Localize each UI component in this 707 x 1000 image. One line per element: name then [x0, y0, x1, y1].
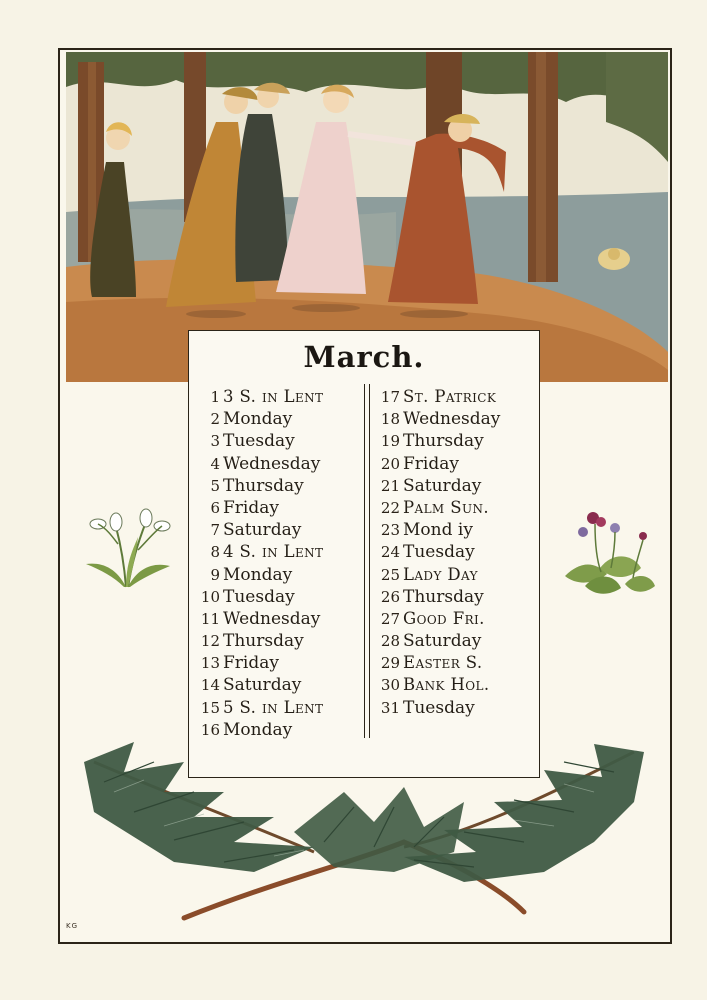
day-number: 31: [380, 698, 400, 717]
day-row-3: [192, 430, 360, 452]
day-row-20: [372, 453, 538, 475]
day-number: 25: [380, 565, 400, 584]
day-number: 29: [380, 654, 400, 673]
day-row-5: [192, 475, 360, 497]
day-number: 1: [210, 388, 220, 406]
day-number: 30: [380, 676, 400, 695]
day-row-18: [372, 408, 538, 430]
day-number: 26: [380, 587, 400, 606]
month-title: March.: [303, 340, 425, 374]
day-row-17: [372, 386, 538, 408]
day-label: Thursday: [403, 431, 484, 452]
day-number: 18: [380, 410, 400, 429]
day-label: Thursday: [223, 631, 304, 652]
day-label: Wednesday: [403, 409, 501, 430]
day-label: Friday: [223, 497, 279, 518]
day-number: 8: [210, 543, 220, 562]
day-label: 4 S. in Lent: [223, 542, 324, 562]
day-label: Saturday: [223, 520, 302, 541]
day-number: 19: [380, 432, 400, 451]
days-column-left: [192, 386, 360, 741]
days-column-right: [372, 386, 538, 719]
day-number: 2: [210, 410, 220, 429]
day-label: Mond iy: [403, 520, 473, 541]
day-row-25: [372, 564, 538, 586]
column-divider-left: [364, 384, 365, 738]
day-number: 21: [380, 476, 400, 495]
day-row-9: [192, 564, 360, 586]
day-label: Friday: [403, 453, 459, 474]
day-row-21: [372, 475, 538, 497]
day-number: 15: [200, 698, 220, 717]
day-number: 3: [210, 432, 220, 451]
day-label: Friday: [223, 653, 279, 674]
day-number: 5: [210, 476, 220, 495]
day-label: Monday: [223, 719, 293, 740]
day-label: Monday: [223, 564, 293, 585]
day-number: 24: [380, 543, 400, 562]
day-row-11: [192, 608, 360, 630]
day-number: 11: [200, 609, 220, 628]
day-row-26: [372, 586, 538, 608]
day-row-8: [192, 541, 360, 563]
day-label: Palm Sun.: [403, 497, 490, 517]
day-number: 20: [380, 454, 400, 473]
day-label: Tuesday: [223, 431, 295, 452]
day-number: 14: [200, 676, 220, 695]
day-row-12: [192, 630, 360, 652]
day-label: Monday: [223, 409, 293, 430]
day-label: Thursday: [223, 475, 304, 496]
day-number: 13: [200, 654, 220, 673]
day-row-28: [372, 630, 538, 652]
day-row-2: [192, 408, 360, 430]
day-row-4: [192, 453, 360, 475]
day-row-23: [372, 519, 538, 541]
day-number: 17: [380, 388, 400, 406]
day-row-29: [372, 652, 538, 674]
artist-monogram: KG: [66, 922, 79, 930]
day-number: 27: [380, 609, 400, 628]
day-row-22: [372, 497, 538, 519]
day-label: Saturday: [403, 631, 482, 652]
day-label: Wednesday: [223, 608, 321, 629]
day-label: St. Patrick: [403, 387, 497, 406]
snowdrop-flower-icon: [76, 492, 176, 592]
day-row-19: [372, 430, 538, 452]
day-row-24: [372, 541, 538, 563]
day-number: 6: [210, 498, 220, 517]
day-number: 4: [210, 454, 220, 473]
day-number: 12: [200, 632, 220, 651]
day-number: 28: [380, 632, 400, 651]
day-label: Saturday: [223, 675, 302, 696]
day-label: Thursday: [403, 586, 484, 607]
day-row-13: [192, 652, 360, 674]
column-divider-right: [369, 384, 370, 738]
day-row-31: [372, 697, 538, 719]
day-label: Saturday: [403, 475, 482, 496]
day-number: 16: [200, 720, 220, 739]
violet-flower-icon: [555, 506, 660, 596]
day-number: 23: [380, 521, 400, 540]
day-row-1: [192, 386, 360, 408]
day-row-6: [192, 497, 360, 519]
day-row-30: [372, 674, 538, 696]
day-number: 9: [210, 565, 220, 584]
day-row-7: [192, 519, 360, 541]
day-label: Lady Day: [403, 564, 478, 584]
day-label: 3 S. in Lent: [223, 387, 324, 406]
day-row-15: [192, 697, 360, 719]
day-row-27: [372, 608, 538, 630]
fir-bough-illustration: [74, 722, 654, 932]
day-label: Good Fri.: [403, 608, 485, 628]
day-number: 7: [210, 521, 220, 540]
day-label: Easter S.: [403, 653, 483, 673]
day-label: Tuesday: [403, 542, 475, 563]
day-label: Bank Hol.: [403, 675, 490, 695]
day-row-14: [192, 674, 360, 696]
day-label: 5 S. in Lent: [223, 697, 324, 717]
day-number: 22: [380, 498, 400, 517]
day-label: Tuesday: [403, 697, 475, 718]
day-number: 10: [200, 587, 220, 606]
day-row-10: [192, 586, 360, 608]
day-label: Tuesday: [223, 586, 295, 607]
day-label: Wednesday: [223, 453, 321, 474]
